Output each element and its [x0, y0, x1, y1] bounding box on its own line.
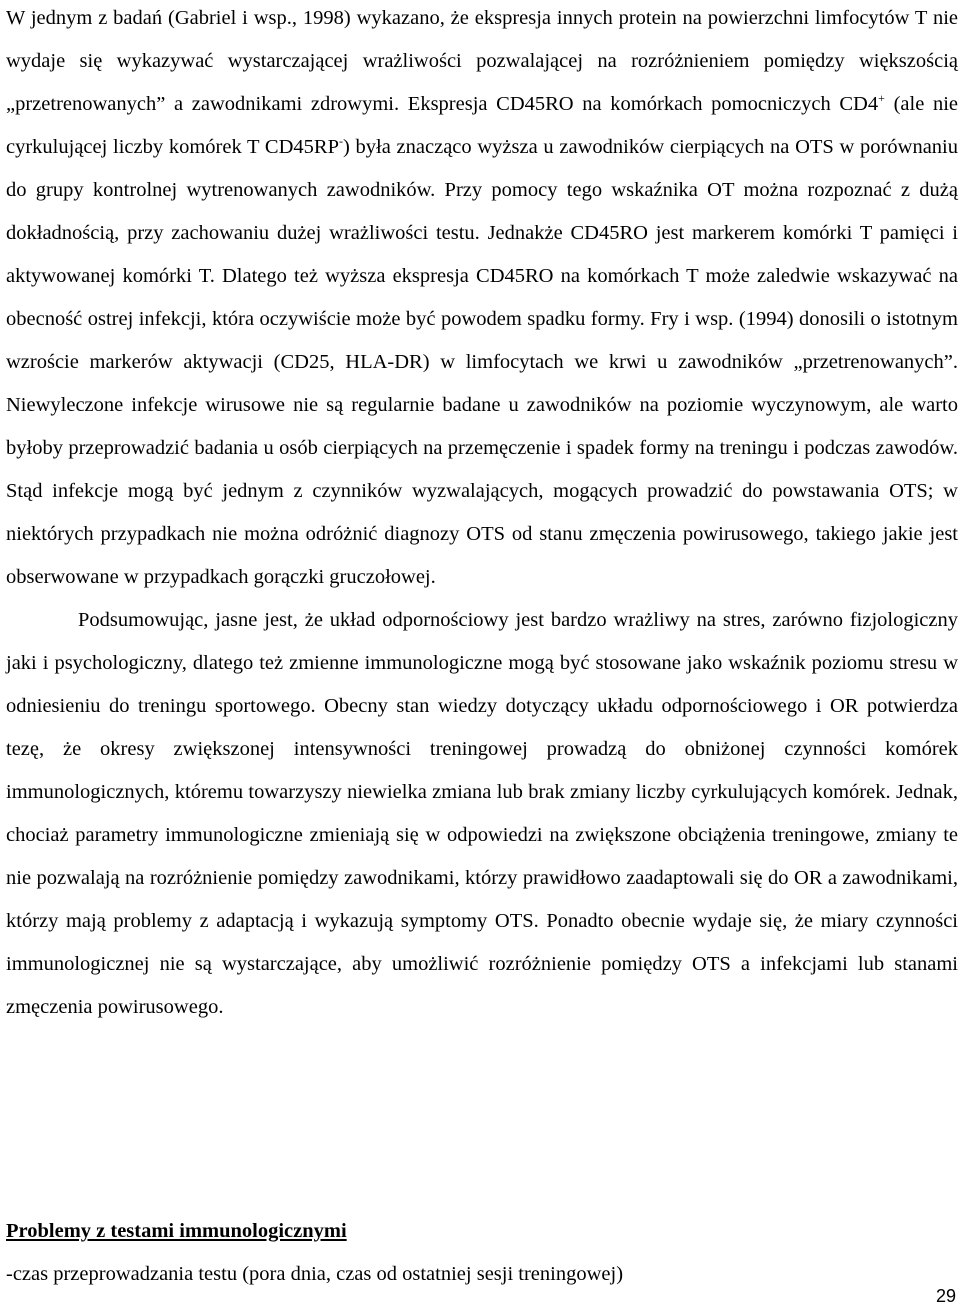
paragraph-1-part-1: W jednym z badań (Gabriel i wsp., 1998) wykazano, że ekspresja innych protein na powierzchni limfocytów T nie wydaje się wykazywać wystarczającej wrażliwości pozwalającej na rozróżnieniem pomiędzy większością „przetrenowanych” a zawodnikami zdrowymi. Ekspresja CD45RO na komórkach pomocniczych CD4 [6, 7, 958, 115]
document-page [6, 0, 958, 1029]
paragraph-1-part-2: (ale nie cyrkulującej liczby komórek T CD45RP [6, 93, 959, 158]
paragraph-2: Podsumowując, jasne jest, że układ odpornościowy jest bardzo wrażliwy na stres, zarówno fizjologiczny jaki i psychologiczny, dlatego też zmienne immunologiczne mogą być stosowane jako wskaźnik poziomu stresu w odniesieniu do treningu sportowego. Obecny stan wiedzy dotyczący układu odpornościowego i OR potwierdza tezę, że okresy zwiększonej intensywności treningowej prowadzą do obniżonej czynności komórek immunologicznych, któremu towarzyszy niewielka zmiana lub brak zmiany liczby cyrkulujących komórek. Jednak, chociaż parametry immunologiczne zmieniają się w odpowiedzi na zwiększone obciążenia treningowe, zmiany te nie pozwalają na rozróżnienie pomiędzy zawodnikami, którzy prawidłowo zaadaptowali się do OR a zawodnikami, którzy mają problemy z adaptacją i wykazują symptomy OTS. Ponadto obecnie wydaje się, że miary czynności immunologicznej nie są wystarczające, aby umożliwić rozróżnienie pomiędzy OTS a infekcjami lub stanami zmęczenia powirusowego. [6, 609, 958, 1018]
list-item: -czas przeprowadzania testu (pora dnia, czas od ostatniej sesji treningowej) [6, 1263, 624, 1285]
page-number: 29 [935, 1286, 956, 1306]
superscript-plus: + [878, 91, 885, 106]
section-heading: Problemy z testami immunologicznymi [6, 1220, 347, 1242]
paragraph-1-part-3: ) była znacząco wyższa u zawodników cierpiących na OTS w porównaniu do grupy kontrolnej wytrenowanych zawodników. Przy pomocy tego wskaźnika OT można rozpoznać z dużą dokładnością, przy zachowaniu dużej wrażliwości testu. Jednakże CD45RO jest markerem komórki T pamięci i aktywowanej komórki T. Dlatego też wyższa ekspresja CD45RO na komórkach T może zaledwie wskazywać na obecność ostrej infekcji, która oczywiście może być powodem spadku formy. Fry i wsp. (1994) donosili o istotnym wzroście markerów aktywacji (CD25, HLA-DR) w limfocytach we krwi u zawodników „przetrenowanych”. Niewyleczone infekcje wirusowe nie są regularnie badane u zawodników na poziomie wyczynowym, ale warto byłoby przeprowadzić badania u osób cierpiących na przemęczenie i spadek formy na treningu i podczas zawodów. Stąd infekcje mogą być jednym z czynników wyzwalających, mogących prowadzić do powstawania OTS; w niektórych przypadkach nie można odróżnić diagnozy OTS od stanu zmęczenia powirusowego, takiego jakie jest obserwowane w przypadkach gorączki gruczołowej. [6, 136, 958, 588]
paragraph-1 [6, 0, 958, 599]
superscript-minus: - [338, 134, 343, 149]
